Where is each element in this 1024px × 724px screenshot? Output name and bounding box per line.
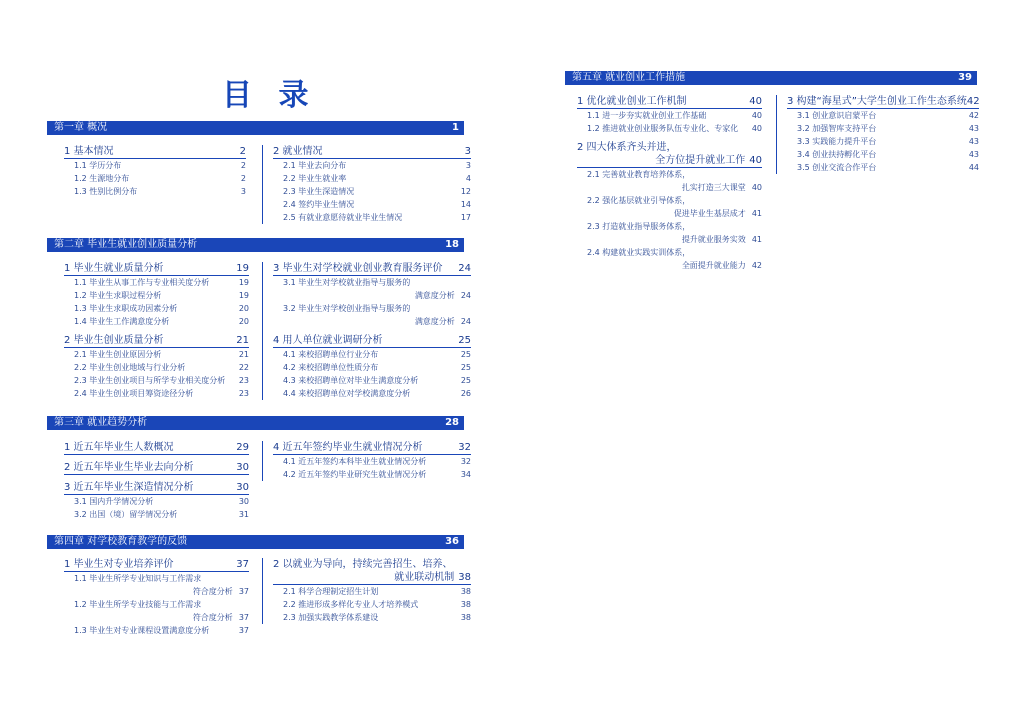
toc-column (64, 145, 246, 198)
subsection-title: 1.2 推进就业创业服务队伍专业化、专家化 (587, 124, 739, 133)
subsection-title: 1.3 性别比例分布 (74, 187, 138, 196)
subsection-title: 1.4 毕业生工作满意度分析 (74, 317, 170, 326)
subsection-entry[interactable] (273, 302, 471, 315)
subsection-entry[interactable] (577, 194, 762, 207)
subsection-title: 2.1 科学合理制定招生计划 (283, 587, 379, 596)
subsection-entry[interactable] (64, 495, 249, 508)
section-page: 21 (236, 335, 249, 346)
chapter-heading-bar[interactable] (47, 121, 464, 135)
subsection-entry[interactable] (273, 598, 471, 611)
subsection-title: 2.1 毕业生创业原因分析 (74, 350, 162, 359)
section-page: 38 (458, 572, 471, 583)
subsection-entry[interactable] (273, 198, 471, 211)
chapter-title: 第一章 概况 (54, 122, 108, 133)
section-entry[interactable] (273, 334, 471, 348)
section-page: 19 (236, 263, 249, 274)
subsection-entry[interactable] (787, 109, 979, 122)
subsection-title: 3.2 加强智库支持平台 (797, 124, 877, 133)
subsection-title: 1.2 生源地分布 (74, 174, 130, 183)
toc-column (262, 262, 471, 400)
section-page: 37 (236, 559, 249, 570)
subsection-title-cont: 满意度分析 (414, 291, 455, 300)
toc-column (64, 262, 249, 400)
section-title: 3 毕业生对学校就业创业教育服务评价 (273, 263, 443, 274)
subsection-entry[interactable] (273, 185, 471, 198)
section-entry[interactable] (64, 558, 249, 572)
section-page: 25 (458, 335, 471, 346)
subsection-title: 4.1 近五年签约本科毕业生就业情况分析 (283, 457, 427, 466)
section-entry-continued (273, 571, 471, 585)
subsection-page: 20 (238, 304, 249, 313)
subsection-title-cont: 符合度分析 (192, 613, 233, 622)
section-entry[interactable] (787, 95, 979, 109)
subsection-entry[interactable] (64, 348, 249, 361)
subsection-entry[interactable] (64, 185, 246, 198)
section-entry[interactable] (64, 262, 249, 276)
section-page: 3 (464, 146, 471, 157)
subsection-entry[interactable] (273, 455, 471, 468)
section-title: 4 用人单位就业调研分析 (273, 335, 383, 346)
section-page: 40 (749, 155, 762, 166)
section-title-cont: 就业联动机制 (394, 572, 455, 583)
subsection-title: 2.3 加强实践教学体系建设 (283, 613, 379, 622)
subsection-entry[interactable] (577, 109, 762, 122)
subsection-entry[interactable] (787, 135, 979, 148)
subsection-entry[interactable] (273, 361, 471, 374)
subsection-title: 2.2 强化基层就业引导体系， (587, 196, 691, 205)
subsection-title: 3.1 创业意识启蒙平台 (797, 111, 877, 120)
subsection-title: 3.1 国内升学情况分析 (74, 497, 154, 506)
section-entry[interactable] (64, 441, 249, 455)
subsection-title: 3.5 创业交流合作平台 (797, 163, 877, 172)
toc-column (262, 441, 471, 481)
section-page: 24 (458, 263, 471, 274)
subsection-title: 4.1 来校招聘单位行业分布 (283, 350, 379, 359)
subsection-page: 24 (460, 291, 471, 300)
subsection-page: 40 (751, 183, 762, 192)
section-entry[interactable] (64, 145, 246, 159)
toc-column (262, 145, 471, 224)
subsection-page: 17 (460, 213, 471, 222)
subsection-page: 12 (460, 187, 471, 196)
chapter-heading-bar[interactable] (47, 238, 464, 252)
chapter-page-number: 36 (445, 536, 459, 547)
chapter-page-number: 18 (445, 239, 459, 250)
section-title-cont: 全方位提升就业工作 (655, 155, 746, 166)
subsection-entry-continued (577, 259, 762, 272)
toc-column (262, 558, 471, 624)
subsection-page: 26 (460, 389, 471, 398)
subsection-title: 2.3 打造就业指导服务体系， (587, 222, 691, 231)
subsection-title: 1.2 毕业生所学专业技能与工作需求 (74, 600, 202, 609)
subsection-title: 1.1 进一步夯实就业创业工作基础 (587, 111, 707, 120)
page-title: 目 录 (222, 78, 317, 113)
subsection-entry-continued (64, 585, 249, 598)
subsection-title: 2.4 构建就业实践实训体系， (587, 248, 691, 257)
subsection-entry[interactable] (577, 168, 762, 181)
section-title: 1 毕业生就业质量分析 (64, 263, 164, 274)
section-title: 1 近五年毕业生人数概况 (64, 442, 174, 453)
subsection-title: 2.4 签约毕业生情况 (283, 200, 355, 209)
subsection-page: 42 (751, 261, 762, 270)
subsection-entry-continued (273, 289, 471, 302)
subsection-title: 4.2 近五年签约毕业研究生就业情况分析 (283, 470, 427, 479)
subsection-entry[interactable] (273, 374, 471, 387)
subsection-title: 3.1 毕业生对学校就业指导与服务的 (283, 278, 411, 287)
toc-column (776, 95, 979, 174)
subsection-entry[interactable] (64, 508, 249, 521)
subsection-page: 2 (240, 174, 246, 183)
subsection-page: 20 (238, 317, 249, 326)
subsection-entry-continued (577, 207, 762, 220)
subsection-title: 1.1 学历分布 (74, 161, 122, 170)
subsection-entry[interactable] (273, 468, 471, 481)
subsection-title: 2.3 毕业生创业项目与所学专业相关度分析 (74, 376, 226, 385)
subsection-title: 3.3 实践能力提升平台 (797, 137, 877, 146)
subsection-page: 3 (465, 161, 471, 170)
section-entry[interactable] (577, 141, 762, 154)
subsection-title: 2.1 完善就业教育培养体系， (587, 170, 691, 179)
subsection-title: 3.4 创业扶持孵化平台 (797, 150, 877, 159)
subsection-title-cont: 符合度分析 (192, 587, 233, 596)
section-title: 3 构建“海星式”大学生创业工作生态系统 (787, 96, 967, 107)
subsection-page: 23 (238, 376, 249, 385)
toc-column (64, 441, 249, 521)
toc-column (577, 95, 762, 272)
section-page: 30 (236, 482, 249, 493)
subsection-entry[interactable] (273, 585, 471, 598)
subsection-entry[interactable] (787, 148, 979, 161)
subsection-page: 19 (238, 278, 249, 287)
section-entry[interactable] (273, 558, 471, 571)
subsection-entry[interactable] (64, 276, 249, 289)
section-title: 1 毕业生对专业培养评价 (64, 559, 174, 570)
subsection-title: 2.2 毕业生就业率 (283, 174, 347, 183)
subsection-page: 25 (460, 376, 471, 385)
section-entry[interactable] (273, 145, 471, 159)
subsection-title: 2.2 推进形成多样化专业人才培养模式 (283, 600, 419, 609)
subsection-page: 4 (465, 174, 471, 183)
subsection-page: 2 (240, 161, 246, 170)
section-page: 2 (239, 146, 246, 157)
chapter-title: 第四章 对学校教育教学的反馈 (54, 536, 188, 547)
section-page: 29 (236, 442, 249, 453)
section-title: 1 基本情况 (64, 146, 114, 157)
subsection-entry[interactable] (577, 220, 762, 233)
subsection-entry[interactable] (64, 387, 249, 400)
subsection-page: 41 (751, 209, 762, 218)
subsection-entry[interactable] (273, 276, 471, 289)
subsection-title: 4.2 来校招聘单位性质分布 (283, 363, 379, 372)
subsection-title: 1.3 毕业生求职成功因素分析 (74, 304, 178, 313)
subsection-title: 1.2 毕业生求职过程分析 (74, 291, 162, 300)
section-entry[interactable] (64, 481, 249, 495)
chapter-heading-bar[interactable] (47, 416, 464, 430)
subsection-entry[interactable] (64, 598, 249, 611)
chapter-page-number: 39 (958, 72, 972, 83)
subsection-page: 43 (968, 150, 979, 159)
subsection-page: 41 (751, 235, 762, 244)
subsection-page: 43 (968, 137, 979, 146)
section-page: 32 (458, 442, 471, 453)
subsection-page: 37 (238, 613, 249, 622)
chapter-title: 第二章 毕业生就业创业质量分析 (54, 239, 198, 250)
subsection-page: 25 (460, 350, 471, 359)
section-title: 2 四大体系齐头并进， (577, 142, 677, 153)
section-title: 2 就业情况 (273, 146, 323, 157)
chapter-heading-bar[interactable] (47, 535, 464, 549)
section-title: 3 近五年毕业生深造情况分析 (64, 482, 194, 493)
subsection-entry[interactable] (787, 161, 979, 174)
subsection-page: 19 (238, 291, 249, 300)
subsection-title: 2.3 毕业生深造情况 (283, 187, 355, 196)
subsection-page: 43 (968, 124, 979, 133)
subsection-title-cont: 全面提升就业能力 (681, 261, 746, 270)
subsection-entry-continued (64, 611, 249, 624)
subsection-title-cont: 提升就业服务实效 (681, 235, 746, 244)
subsection-entry[interactable] (273, 348, 471, 361)
subsection-page: 37 (238, 587, 249, 596)
subsection-entry-continued (273, 315, 471, 328)
subsection-title: 1.1 毕业生所学专业知识与工作需求 (74, 574, 202, 583)
subsection-page: 3 (240, 187, 246, 196)
section-entry[interactable] (64, 334, 249, 348)
subsection-title: 2.2 毕业生创业地域与行业分析 (74, 363, 186, 372)
subsection-entry[interactable] (64, 289, 249, 302)
subsection-entry[interactable] (64, 624, 249, 637)
subsection-entry[interactable] (273, 611, 471, 624)
section-entry[interactable] (273, 441, 471, 455)
subsection-entry[interactable] (273, 211, 471, 224)
toc-column (64, 558, 249, 637)
subsection-page: 22 (238, 363, 249, 372)
subsection-title: 4.3 来校招聘单位对毕业生满意度分析 (283, 376, 419, 385)
subsection-title-cont: 满意度分析 (414, 317, 455, 326)
chapter-page-number: 28 (445, 417, 459, 428)
subsection-entry[interactable] (273, 159, 471, 172)
section-title: 4 近五年签约毕业生就业情况分析 (273, 442, 423, 453)
section-title: 1 优化就业创业工作机制 (577, 96, 687, 107)
subsection-entry[interactable] (64, 361, 249, 374)
section-page: 30 (236, 462, 249, 473)
chapter-title: 第五章 就业创业工作措施 (572, 72, 686, 83)
subsection-entry[interactable] (273, 172, 471, 185)
chapter-heading-bar[interactable] (565, 71, 977, 85)
subsection-entry[interactable] (64, 302, 249, 315)
subsection-entry[interactable] (577, 246, 762, 259)
subsection-title: 2.5 有就业意愿待就业毕业生情况 (283, 213, 403, 222)
subsection-entry[interactable] (787, 122, 979, 135)
subsection-entry[interactable] (64, 572, 249, 585)
subsection-page: 34 (460, 470, 471, 479)
subsection-entry[interactable] (577, 122, 762, 135)
subsection-title: 1.3 毕业生对专业课程设置满意度分析 (74, 626, 210, 635)
subsection-entry[interactable] (64, 159, 246, 172)
subsection-entry[interactable] (64, 315, 249, 328)
section-page: 40 (749, 96, 762, 107)
chapter-title: 第三章 就业趋势分析 (54, 417, 148, 428)
subsection-entry[interactable] (64, 172, 246, 185)
subsection-page: 25 (460, 363, 471, 372)
subsection-page: 24 (460, 317, 471, 326)
subsection-title-cont: 扎实打造三大课堂 (681, 183, 746, 192)
subsection-title-cont: 促进毕业生基层成才 (673, 209, 746, 218)
subsection-page: 38 (460, 600, 471, 609)
section-title: 2 以就业为导向，持续完善招生、培养、 (273, 559, 453, 570)
subsection-page: 32 (460, 457, 471, 466)
section-entry[interactable] (577, 95, 762, 109)
section-title: 2 近五年毕业生毕业去向分析 (64, 462, 194, 473)
subsection-entry[interactable] (273, 387, 471, 400)
subsection-page: 30 (238, 497, 249, 506)
section-entry[interactable] (64, 461, 249, 475)
subsection-page: 38 (460, 613, 471, 622)
subsection-page: 37 (238, 626, 249, 635)
subsection-page: 23 (238, 389, 249, 398)
subsection-title: 4.4 来校招聘单位对学校满意度分析 (283, 389, 411, 398)
subsection-title: 3.2 出国（境）留学情况分析 (74, 510, 178, 519)
subsection-entry[interactable] (64, 374, 249, 387)
subsection-page: 40 (751, 124, 762, 133)
subsection-entry-continued (577, 233, 762, 246)
subsection-entry-continued (577, 181, 762, 194)
subsection-title: 2.4 毕业生创业项目筹资途径分析 (74, 389, 194, 398)
subsection-page: 44 (968, 163, 979, 172)
subsection-title: 2.1 毕业去向分布 (283, 161, 347, 170)
subsection-title: 1.1 毕业生从事工作与专业相关度分析 (74, 278, 210, 287)
section-title: 2 毕业生创业质量分析 (64, 335, 164, 346)
subsection-page: 42 (968, 111, 979, 120)
section-entry-continued (577, 154, 762, 168)
subsection-page: 38 (460, 587, 471, 596)
section-entry[interactable] (273, 262, 471, 276)
subsection-title: 3.2 毕业生对学校创业指导与服务的 (283, 304, 411, 313)
section-page: 42 (966, 96, 980, 107)
subsection-page: 21 (238, 350, 249, 359)
subsection-page: 14 (460, 200, 471, 209)
subsection-page: 40 (751, 111, 762, 120)
subsection-page: 31 (238, 510, 249, 519)
chapter-page-number: 1 (452, 122, 459, 133)
